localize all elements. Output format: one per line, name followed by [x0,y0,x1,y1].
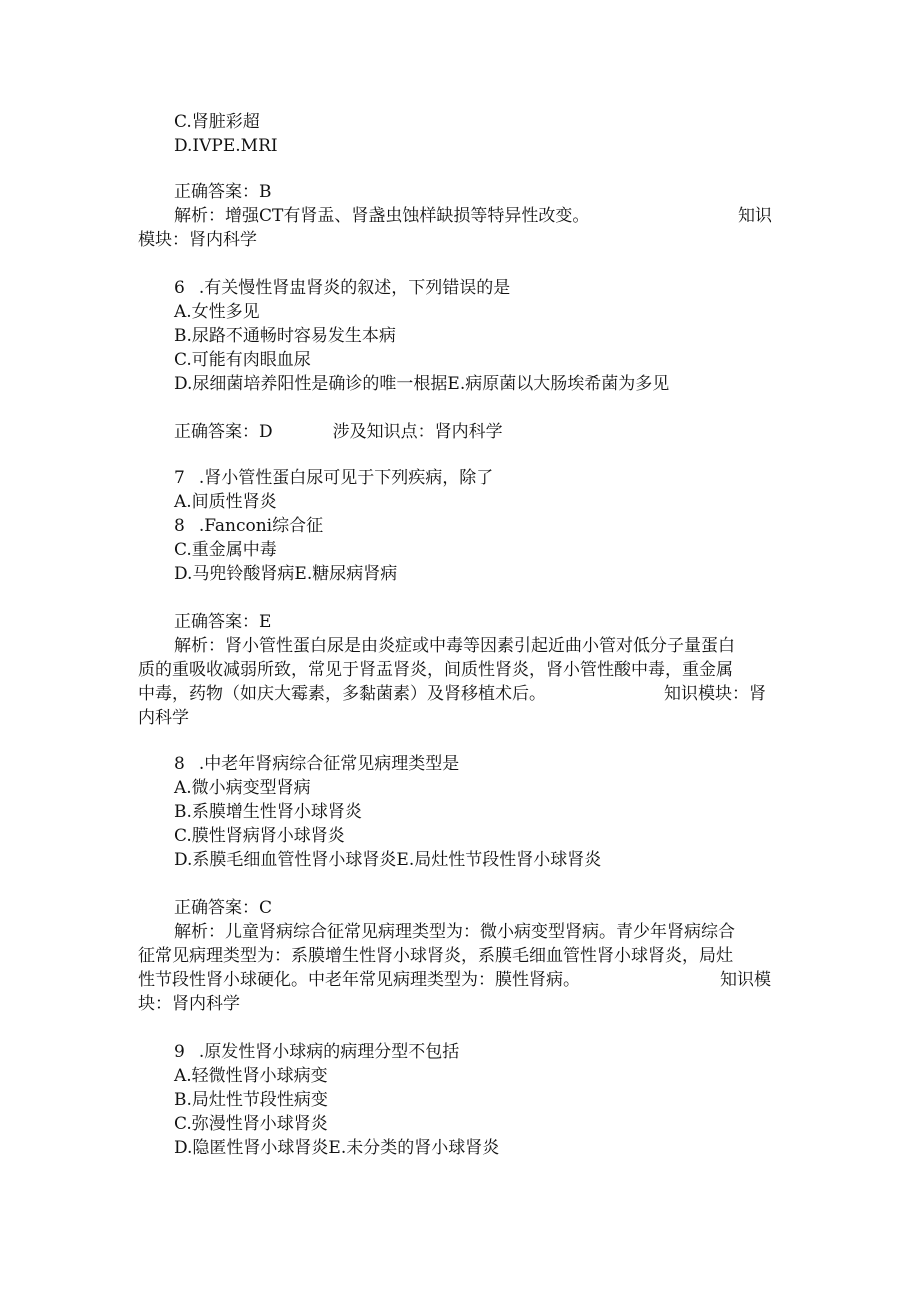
question-stem [174,1040,459,1064]
analysis-line: 质的重吸收减弱所致，常见于肾盂肾炎，间质性肾炎，肾小管性酸中毒，重金属 [138,660,733,680]
analysis-line: 征常见病理类型为：系膜增生性肾小球肾炎，系膜毛细血管性肾小球肾炎，局灶 [138,946,733,966]
analysis-line: 解析：儿童肾病综合征常见病理类型为：微小病变型肾病。青少年肾病综合 [174,922,735,942]
knowledge-module: 内科学 [138,708,189,728]
correct-answer: 正确答案：C [174,898,273,918]
option-b-number: 8 [174,516,185,536]
question-stem [174,276,510,300]
analysis-line: 解析：肾小管性蛋白尿是由炎症或中毒等因素引起近曲小管对低分子量蛋白 [174,636,735,656]
correct-answer: 正确答案：B [174,182,272,202]
option-b: B.系膜增生性肾小球肾炎 [174,802,362,822]
question-text: .有关慢性肾盅肾炎的叙述，下列错误的是 [198,278,511,298]
option-d-e: D.马兜铃酸肾病E.糖尿病肾病 [174,564,398,584]
question-number: 7 [174,468,185,488]
option-a: A.微小病变型肾病 [174,778,311,798]
option-c: C.重金属中毒 [174,540,277,560]
option-d-e: D.隐匿性肾小球肾炎E.未分类的肾小球肾炎 [174,1138,500,1158]
analysis-line: 中毒，药物（如庆大霉素，多黏菌素）及肾移植术后。 [138,684,546,704]
option-c: C.弥漫性肾小球肾炎 [174,1114,328,1134]
question-stem [174,466,493,490]
option-b [174,514,323,538]
knowledge-label: 知识模 [720,970,771,990]
option-d: D.IVPE.MRI [174,136,278,156]
option-b: B.局灶性节段性病变 [174,1090,328,1110]
option-c: C.可能有肉眼血尿 [174,350,311,370]
knowledge-module: 块：肾内科学 [138,994,240,1014]
knowledge-point: 涉及知识点：肾内科学 [332,422,503,442]
correct-answer: 正确答案：E [174,612,272,632]
analysis-line: 解析：增强CT有肾盂、肾盏虫蚀样缺损等特异性改变。 [174,206,590,226]
option-c: C.肾脏彩超 [174,112,260,132]
option-a: A.轻微性肾小球病变 [174,1066,328,1086]
option-d-e: D.尿细菌培养阳性是确诊的唯一根据E.病原菌以大肠埃希菌为多见 [174,374,670,394]
question-text: .中老年肾病综合征常见病理类型是 [198,754,460,774]
question-stem [174,752,459,776]
question-number: 8 [174,754,185,774]
option-d-e: D.系膜毛细血管性肾小球肾炎E.局灶性节段性肾小球肾炎 [174,850,602,870]
knowledge-module: 模块：肾内科学 [138,230,257,250]
option-c: C.膜性肾病肾小球肾炎 [174,826,345,846]
question-text: .肾小管性蛋白尿可见于下列疾病，除了 [198,468,494,488]
option-b: B.尿路不通畅时容易发生本病 [174,326,396,346]
correct-answer-line [174,420,503,444]
option-a: A.间质性肾炎 [174,492,277,512]
analysis-line: 性节段性肾小球硬化。中老年常见病理类型为：膜性肾病。 [138,970,580,990]
correct-answer: 正确答案：D [174,422,273,442]
knowledge-label: 知识模块：肾 [664,684,766,704]
question-text: .原发性肾小球病的病理分型不包括 [198,1042,460,1062]
option-a: A.女性多见 [174,302,260,322]
question-number: 6 [174,278,185,298]
knowledge-label: 知识 [738,206,772,226]
option-b-text: .Fanconi综合征 [198,516,324,536]
question-number: 9 [174,1042,185,1062]
